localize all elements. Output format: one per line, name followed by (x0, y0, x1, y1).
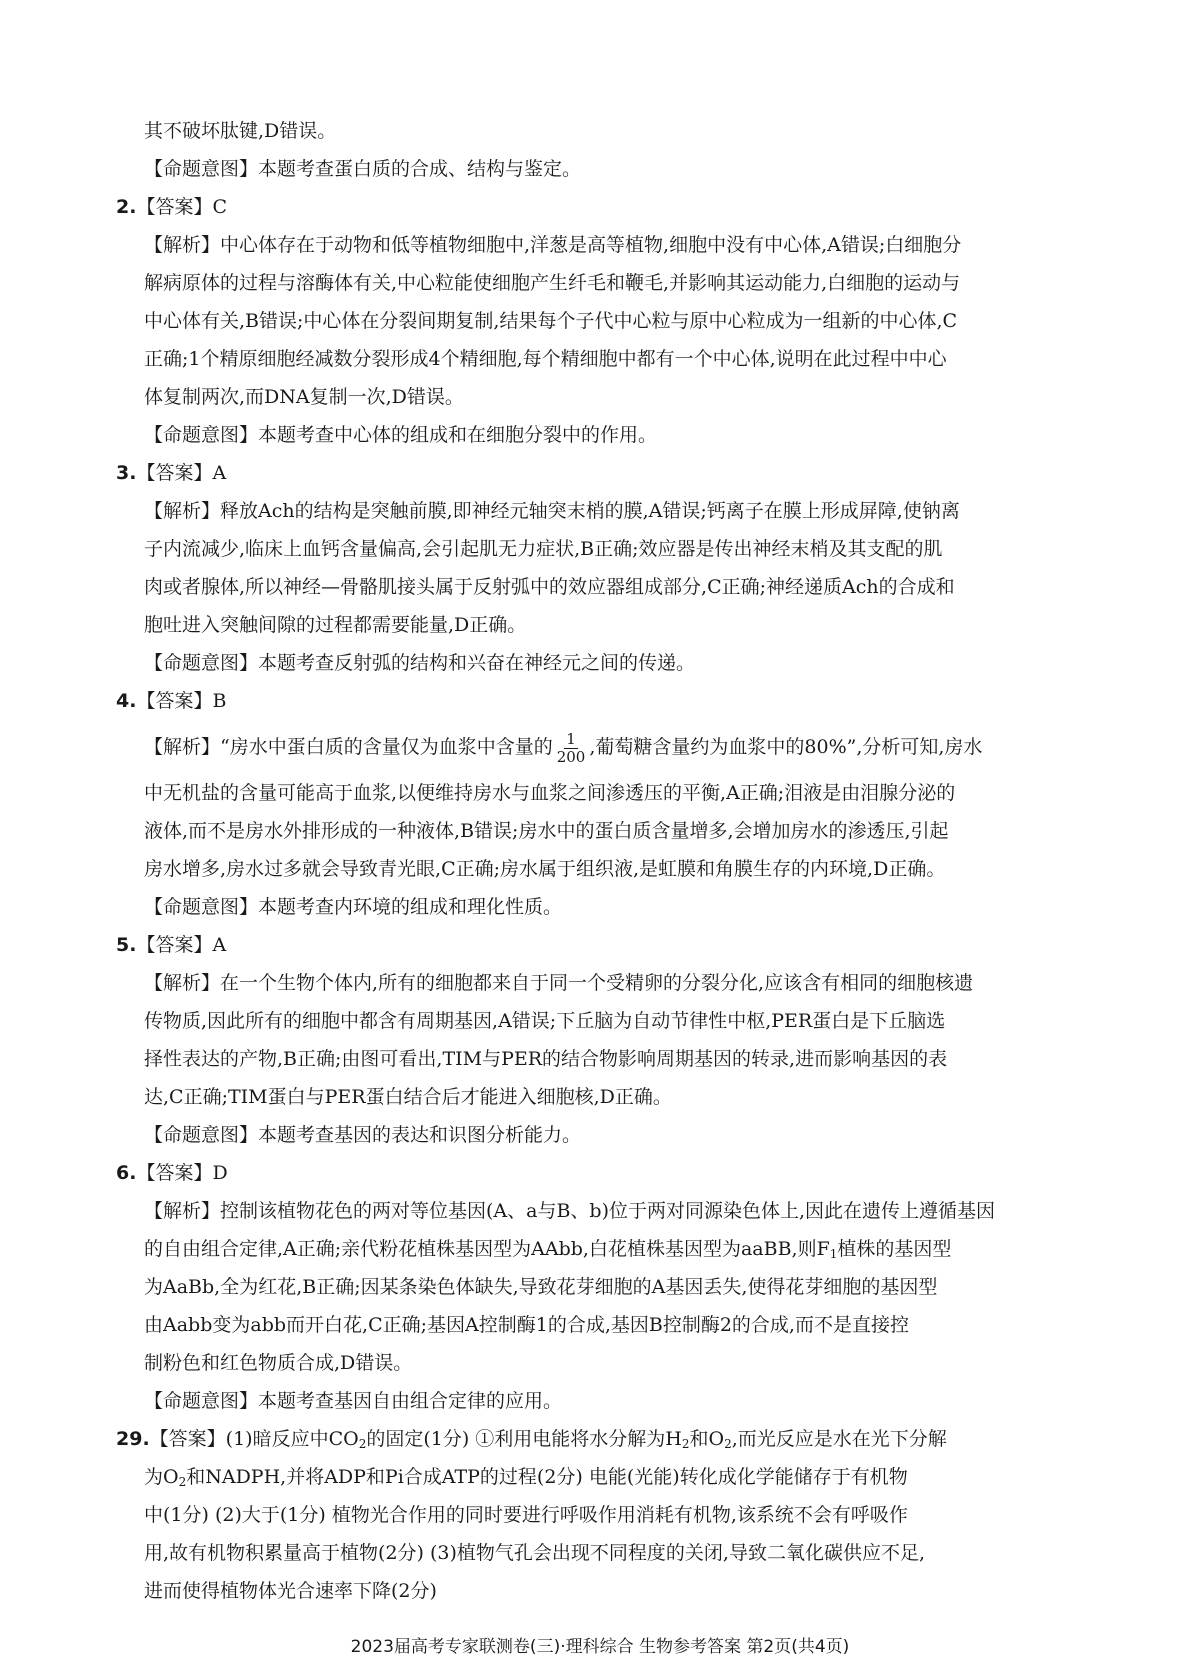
line-text: 【解析】在一个生物个体内,所有的细胞都来自于同一个受精卵的分裂分化,应该含有相同的细胞核遗 (144, 972, 974, 994)
fraction-denominator: 200 (556, 747, 586, 766)
line-text: 【命题意图】本题考查基因自由组合定律的应用。 (144, 1390, 563, 1412)
text-line (116, 1192, 1076, 1230)
line-text: 房水增多,房水过多就会导致青光眼,C正确;房水属于组织液,是虹膜和角膜生存的内环境,D正确。 (144, 858, 946, 880)
line-text: 正确;1个精原细胞经减数分裂形成4个精细胞,每个精细胞中都有一个中心体,说明在此过程中中心 (144, 348, 947, 370)
text-line (116, 492, 1076, 530)
line-text: 为AaBb,全为红花,B正确;因某条染色体缺失,导致花芽细胞的A基因丢失,使得花芽细胞的基因型 (144, 1276, 938, 1298)
line-text: 进而使得植物体光合速率下降(2分) (144, 1580, 437, 1602)
text-line (116, 774, 1076, 812)
page-footer: 2023届高考专家联测卷(三)·理科综合 生物参考答案 第2页(共4页) (350, 1637, 850, 1657)
text-line (116, 1116, 1076, 1154)
text-line (116, 1268, 1076, 1306)
text-line (116, 1572, 1076, 1610)
text-line (116, 1040, 1076, 1078)
q4-text-before: 【解析】“房水中蛋白质的含量仅为血浆中含量的 (144, 736, 553, 758)
line-text: 胞吐进入突触间隙的过程都需要能量,D正确。 (144, 614, 527, 636)
line-text: 【命题意图】本题考查中心体的组成和在细胞分裂中的作用。 (144, 424, 658, 446)
line-text: 【答案】A (136, 934, 227, 956)
line-text: 【命题意图】本题考查内环境的组成和理化性质。 (144, 896, 563, 918)
line-text: 中心体有关,B错误;中心体在分裂间期复制,结果每个子代中心粒与原中心粒成为一组新的中心体,C (144, 310, 958, 332)
q4-text-after: ,葡萄糖含量约为血浆中的80%”,分析可知,房水 (589, 736, 983, 758)
question-number: 2. (116, 196, 137, 218)
text-line (116, 302, 1076, 340)
text-line (116, 812, 1076, 850)
text-line (116, 264, 1076, 302)
line-text: 择性表达的产物,B正确;由图可看出,TIM与PER的结合物影响周期基因的转录,进而影响基因的表 (144, 1048, 948, 1070)
text-line (116, 530, 1076, 568)
line-text: 解病原体的过程与溶酶体有关,中心粒能使细胞产生纤毛和鞭毛,并影响其运动能力,白细胞的运动与 (144, 272, 961, 294)
q4-analysis-first-line (116, 720, 1076, 774)
line-text: 【解析】释放Ach的结构是突触前膜,即神经元轴突末梢的膜,A错误;钙离子在膜上形成屏障,使钠离 (144, 500, 960, 522)
line-text: 【答案】D (136, 1162, 228, 1184)
line-text: 的自由组合定律,A正确;亲代粉花植株基因型为AAbb,白花植株基因型为aaBB,则$F_1$植株的基因型 (144, 1238, 952, 1261)
text-line (116, 1458, 1076, 1496)
text-line (116, 606, 1076, 644)
text-line (116, 112, 1076, 150)
text-line (116, 454, 1076, 492)
line-text: 中(1分) (2)大于(1分) 植物光合作用的同时要进行呼吸作用消耗有机物,该系统不会有呼吸作 (144, 1504, 908, 1526)
line-text: 液体,而不是房水外排形成的一种液体,B错误;房水中的蛋白质含量增多,会增加房水的渗透压,引起 (144, 820, 949, 842)
text-line (116, 926, 1076, 964)
text-line (116, 1344, 1076, 1382)
line-text: 【答案】A (136, 462, 227, 484)
text-line (116, 568, 1076, 606)
fraction (555, 731, 588, 766)
line-text: 其不破坏肽键,D错误。 (144, 120, 337, 142)
line-text: 传物质,因此所有的细胞中都含有周期基因,A错误;下丘脑为自动节律性中枢,PER蛋白是下丘脑选 (144, 1010, 946, 1032)
text-line (116, 188, 1076, 226)
text-line (116, 1382, 1076, 1420)
text-line (116, 378, 1076, 416)
line-text: 达,C正确;TIM蛋白与PER蛋白结合后才能进入细胞核,D正确。 (144, 1086, 672, 1108)
text-line (116, 1420, 1076, 1458)
line-text: 用,故有机物积累量高于植物(2分) (3)植物气孔会出现不同程度的关闭,导致二氧化碳供应不足, (144, 1542, 925, 1564)
line-text: 【答案】B (136, 690, 227, 712)
question-number: 6. (116, 1162, 137, 1184)
text-line (116, 1306, 1076, 1344)
answer-content (116, 112, 1076, 1610)
question-number: 4. (116, 690, 137, 712)
fraction-numerator: 1 (566, 729, 576, 748)
line-text: 【解析】控制该植物花色的两对等位基因(A、a与B、b)位于两对同源染色体上,因此在遗传上遵循基因 (144, 1200, 996, 1222)
text-line (116, 416, 1076, 454)
question-number: 3. (116, 462, 137, 484)
text-line (116, 226, 1076, 264)
text-line (116, 850, 1076, 888)
text-line (116, 1154, 1076, 1192)
line-text: 【解析】中心体存在于动物和低等植物细胞中,洋葱是高等植物,细胞中没有中心体,A错误;白细胞分 (144, 234, 962, 256)
text-line (116, 644, 1076, 682)
line-text: 【命题意图】本题考查反射弧的结构和兴奋在神经元之间的传递。 (144, 652, 696, 674)
line-text: 子内流减少,临床上血钙含量偏高,会引起肌无力症状,B正确;效应器是传出神经末梢及其支配的肌 (144, 538, 943, 560)
text-line (116, 150, 1076, 188)
text-line (116, 964, 1076, 1002)
question-number: 29. (116, 1428, 150, 1450)
answers-part-2 (116, 774, 1076, 1610)
line-text: 【答案】C (136, 196, 227, 218)
question-number: 5. (116, 934, 137, 956)
text-line (116, 1534, 1076, 1572)
line-text: 由Aabb变为abb而开白花,C正确;基因A控制酶1的合成,基因B控制酶2的合成,而不是直接控 (144, 1314, 909, 1336)
line-text: 体复制两次,而DNA复制一次,D错误。 (144, 386, 464, 408)
line-text: 制粉色和红色物质合成,D错误。 (144, 1352, 413, 1374)
text-line (116, 1496, 1076, 1534)
line-text: 中无机盐的含量可能高于血浆,以便维持房水与血浆之间渗透压的平衡,A正确;泪液是由泪腺分泌的 (144, 782, 956, 804)
line-text: 肉或者腺体,所以神经—骨骼肌接头属于反射弧中的效应器组成部分,C正确;神经递质Ach的合成和 (144, 576, 955, 598)
text-line (116, 1230, 1076, 1268)
text-line (116, 1002, 1076, 1040)
line-text: 【命题意图】本题考查蛋白质的合成、结构与鉴定。 (144, 158, 582, 180)
line-text: 【答案】(1)暗反应中$CO_2$的固定(1分) ①利用电能将水分解为$H_2$和$O_2$,而光反应是水在光下分解 (149, 1428, 947, 1451)
line-text: 【命题意图】本题考查基因的表达和识图分析能力。 (144, 1124, 582, 1146)
text-line (116, 340, 1076, 378)
text-line (116, 682, 1076, 720)
line-text: 为$O_2$和NADPH,并将ADP和Pi合成ATP的过程(2分) 电能(光能)转化成化学能储存于有机物 (144, 1466, 908, 1489)
text-line (116, 888, 1076, 926)
text-line (116, 1078, 1076, 1116)
answers-part-1 (116, 112, 1076, 720)
